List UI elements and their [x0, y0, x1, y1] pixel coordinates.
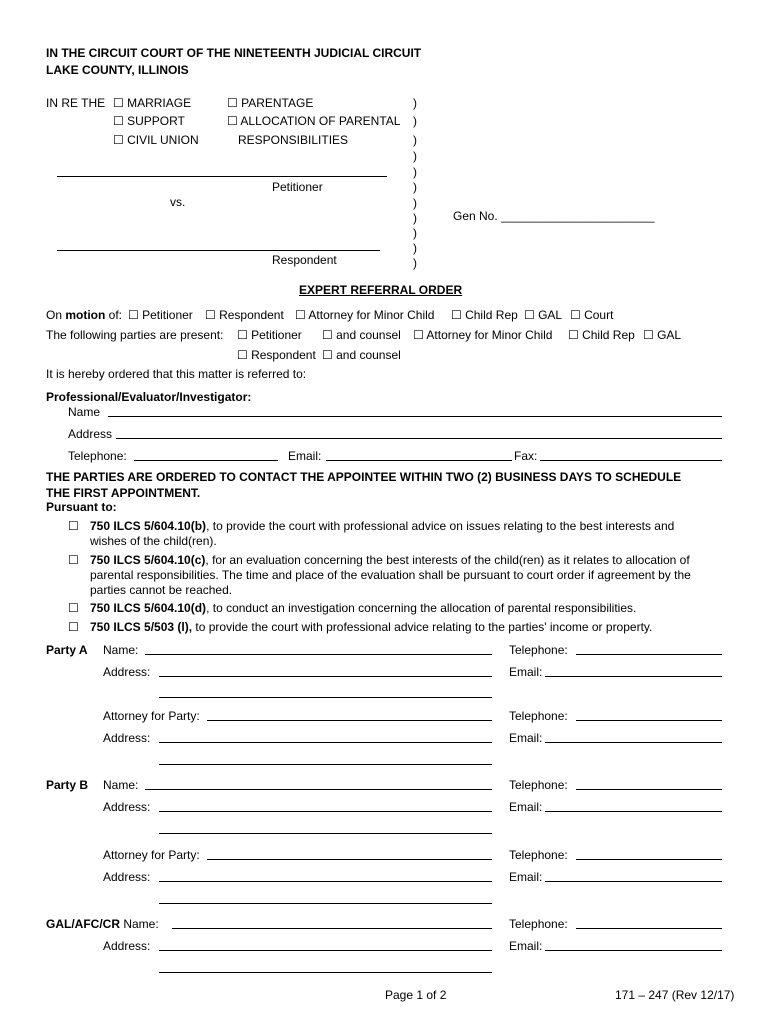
gal-telephone-field[interactable]	[576, 928, 722, 929]
party-b-email-field[interactable]	[545, 811, 722, 812]
party-b-attorney-label: Attorney for Party:	[103, 848, 200, 862]
professional-telephone-field[interactable]	[134, 460, 278, 461]
gal-line	[46, 917, 159, 932]
paren: )	[413, 96, 417, 110]
present-checkbox-attorney-minor[interactable]: ☐ Attorney for Minor Child	[413, 328, 553, 342]
party-a-attorney-telephone-label: Telephone:	[509, 709, 568, 723]
party-a-telephone-field[interactable]	[576, 654, 722, 655]
motion-checkbox-respondent[interactable]: ☐ Respondent	[205, 308, 284, 322]
paren: )	[413, 165, 417, 179]
statute-604-10c-cont: parental responsibilities. The time and place of the evaluation shall be pursuant to court order if agreement by the	[90, 568, 691, 582]
party-a-attorney-label: Attorney for Party:	[103, 709, 200, 723]
party-b-attorney-address-label: Address:	[103, 870, 151, 884]
paren: )	[413, 149, 417, 163]
party-a-address-field[interactable]	[159, 676, 492, 677]
party-a-attorney-field[interactable]	[207, 720, 492, 721]
order-title: EXPERT REFERRAL ORDER	[299, 283, 463, 297]
professional-fax-field[interactable]	[540, 460, 722, 461]
motion-checkbox-child-rep[interactable]: ☐ Child Rep	[451, 308, 518, 322]
court-name-line1: IN THE CIRCUIT COURT OF THE NINETEENTH JUDICIAL CIRCUIT	[46, 46, 422, 60]
checkbox-marriage[interactable]: ☐ MARRIAGE	[113, 96, 192, 110]
vs-label: vs.	[170, 195, 186, 209]
order-text-line1: THE PARTIES ARE ORDERED TO CONTACT THE APPOINTEE WITHIN TWO (2) BUSINESS DAYS TO SCHEDULE	[46, 470, 682, 484]
party-a-address-field-2[interactable]	[159, 697, 492, 698]
party-a-attorney-email-field[interactable]	[545, 742, 722, 743]
pursuant-label: Pursuant to:	[46, 500, 117, 514]
statute-cite: 750 ILCS 5/604.10(b)	[90, 519, 207, 533]
party-a-attorney-address-field-2[interactable]	[159, 764, 492, 765]
professional-name-label: Name	[68, 405, 101, 419]
party-a-attorney-address-field[interactable]	[159, 742, 492, 743]
gal-email-label: Email:	[509, 939, 543, 953]
checkbox-civil-union[interactable]: ☐ CIVIL UNION	[113, 133, 199, 147]
statute-checkbox-604-10d[interactable]: ☐	[68, 601, 79, 615]
party-b-attorney-email-field[interactable]	[545, 881, 722, 882]
gal-address-field-2[interactable]	[159, 972, 492, 973]
party-a-name-field[interactable]	[145, 654, 492, 655]
responsibilities-label: RESPONSIBILITIES	[238, 133, 349, 147]
page-number: Page 1 of 2	[385, 988, 447, 1002]
gen-no-field[interactable]: Gen No. _______________________	[453, 209, 655, 223]
respondent-label: Respondent	[272, 253, 337, 267]
statute-checkbox-604-10c[interactable]: ☐	[68, 553, 79, 567]
gal-name-label: Name:	[123, 917, 159, 931]
party-b-address-label: Address:	[103, 800, 151, 814]
court-county-line: LAKE COUNTY, ILLINOIS	[46, 63, 189, 77]
statute-text: , to conduct an investigation concerning the allocation of parental responsibilities.	[206, 601, 637, 615]
paren: )	[413, 133, 417, 147]
party-b-name-label: Name:	[103, 778, 139, 792]
paren: )	[413, 196, 417, 210]
present-checkbox-petitioner[interactable]: ☐ Petitioner	[237, 328, 302, 342]
gal-label: GAL/AFC/CR	[46, 917, 120, 931]
order-text-line2: THE FIRST APPOINTMENT.	[46, 486, 201, 500]
party-a-name-label: Name:	[103, 643, 139, 657]
professional-name-field[interactable]	[108, 416, 722, 417]
professional-email-field[interactable]	[326, 460, 512, 461]
statute-604-10c-cont: parties cannot be reached.	[90, 583, 233, 597]
motion-line	[46, 308, 122, 323]
paren: )	[413, 180, 417, 194]
statute-604-10b	[90, 519, 674, 534]
motion-checkbox-petitioner[interactable]: ☐ Petitioner	[128, 308, 193, 322]
motion-checkbox-attorney-minor[interactable]: ☐ Attorney for Minor Child	[295, 308, 435, 322]
party-a-address-label: Address:	[103, 665, 151, 679]
party-a-label: Party A	[46, 643, 88, 657]
statute-checkbox-503-l[interactable]: ☐	[68, 620, 79, 634]
petitioner-name-line[interactable]	[57, 176, 387, 177]
paren: )	[413, 241, 417, 255]
paren: )	[413, 226, 417, 240]
statute-604-10b-cont: wishes of the child(ren).	[90, 534, 217, 548]
referred-text: It is hereby ordered that this matter is referred to:	[46, 367, 307, 381]
party-a-attorney-email-label: Email:	[509, 731, 543, 745]
party-a-email-field[interactable]	[545, 676, 722, 677]
statute-cite: 750 ILCS 5/604.10(c)	[90, 553, 206, 567]
paren: )	[413, 114, 417, 128]
party-b-attorney-address-field[interactable]	[159, 881, 492, 882]
professional-telephone-label: Telephone:	[68, 449, 127, 463]
respondent-name-line[interactable]	[57, 250, 380, 251]
motion-of: of:	[105, 308, 123, 322]
in-re-label: IN RE THE	[46, 96, 106, 110]
checkbox-parentage[interactable]: ☐ PARENTAGE	[227, 96, 314, 110]
party-b-name-field[interactable]	[145, 789, 492, 790]
statute-checkbox-604-10b[interactable]: ☐	[68, 519, 79, 533]
motion-prefix: On	[46, 308, 66, 322]
party-b-label: Party B	[46, 778, 89, 792]
party-b-attorney-telephone-label: Telephone:	[509, 848, 568, 862]
gal-address-field[interactable]	[159, 950, 492, 951]
gal-email-field[interactable]	[545, 950, 722, 951]
party-a-telephone-label: Telephone:	[509, 643, 568, 657]
statute-604-10c	[90, 553, 690, 568]
petitioner-label: Petitioner	[272, 180, 323, 194]
paren: )	[413, 211, 417, 225]
professional-address-field[interactable]	[116, 438, 722, 439]
checkbox-allocation-parental[interactable]: ☐ ALLOCATION OF PARENTAL	[227, 114, 401, 128]
present-checkbox-respondent-counsel[interactable]: ☐ and counsel	[322, 348, 401, 362]
present-label: The following parties are present:	[46, 328, 224, 342]
motion-checkbox-court[interactable]: ☐ Court	[570, 308, 614, 322]
party-b-email-label: Email:	[509, 800, 543, 814]
checkbox-support[interactable]: ☐ SUPPORT	[113, 114, 185, 128]
party-b-telephone-label: Telephone:	[509, 778, 568, 792]
party-b-attorney-email-label: Email:	[509, 870, 543, 884]
gal-name-field[interactable]	[172, 928, 492, 929]
statute-cite: 750 ILCS 5/503 (l),	[90, 620, 193, 634]
party-a-email-label: Email:	[509, 665, 543, 679]
party-a-attorney-telephone-field[interactable]	[576, 720, 722, 721]
professional-fax-label: Fax:	[514, 449, 538, 463]
party-a-attorney-address-label: Address:	[103, 731, 151, 745]
form-number: 171 – 247 (Rev 12/17)	[615, 988, 735, 1002]
motion-checkbox-gal[interactable]: ☐ GAL	[524, 308, 563, 322]
gal-address-label: Address:	[103, 939, 151, 953]
present-checkbox-child-rep[interactable]: ☐ Child Rep	[568, 328, 635, 342]
statute-text: , to provide the court with professional advice on issues relating to the best interests and	[206, 519, 675, 533]
party-b-address-field[interactable]	[159, 811, 492, 812]
party-b-attorney-address-field-2[interactable]	[159, 903, 492, 904]
motion-word: motion	[65, 308, 106, 322]
party-b-attorney-field[interactable]	[207, 859, 492, 860]
present-checkbox-respondent[interactable]: ☐ Respondent	[237, 348, 316, 362]
present-checkbox-gal[interactable]: ☐ GAL	[643, 328, 682, 342]
party-b-attorney-telephone-field[interactable]	[576, 859, 722, 860]
statute-text: to provide the court with professional advice relating to the parties' income or property.	[192, 620, 653, 634]
statute-503-l	[90, 620, 652, 635]
professional-heading: Professional/Evaluator/Investigator:	[46, 390, 252, 404]
party-b-telephone-field[interactable]	[576, 789, 722, 790]
statute-text: , for an evaluation concerning the best interests of the child(ren) as it relates to allocation of	[205, 553, 690, 567]
present-checkbox-petitioner-counsel[interactable]: ☐ and counsel	[322, 328, 401, 342]
statute-604-10d	[90, 601, 636, 616]
party-b-address-field-2[interactable]	[159, 833, 492, 834]
professional-address-label: Address	[68, 427, 113, 441]
paren: )	[413, 256, 417, 270]
gal-telephone-label: Telephone:	[509, 917, 568, 931]
professional-email-label: Email:	[288, 449, 322, 463]
statute-cite: 750 ILCS 5/604.10(d)	[90, 601, 207, 615]
